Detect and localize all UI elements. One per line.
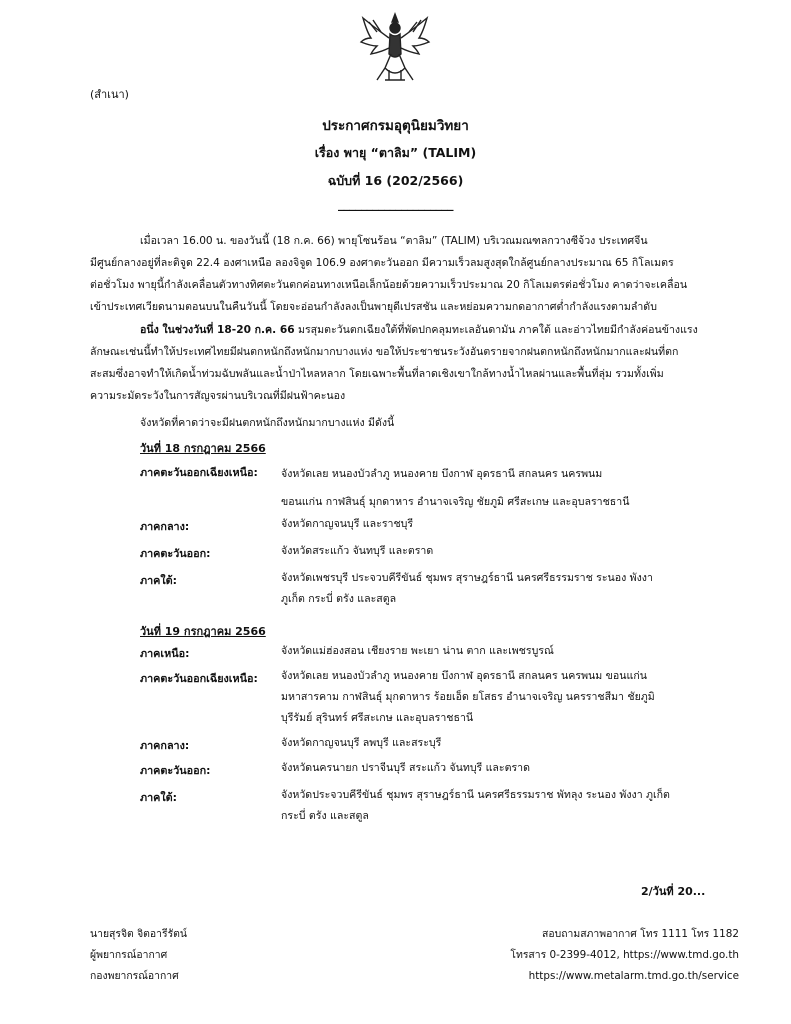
region-provinces — [281, 568, 653, 610]
footer-contact — [510, 924, 739, 987]
province-line: จังหวัดเลย หนองบัวลำภู หนองคาย บึงกาฬ อุดรธานี สกลนคร นครพนม ขอนแก่น — [281, 670, 647, 682]
paragraph-line: สะสมซึ่งอาจทำให้เกิดน้ำท่วมฉับพลันและน้ำป่าไหลหลาก โดยเฉพาะพื้นที่ลาดเชิงเขาใกล้ทางน้ำไหลผ่านและพื้นที่ลุ่ม รวมทั้งเพิ่ม — [90, 368, 664, 380]
paragraph-line: เมื่อเวลา 16.00 น. ของวันนี้ (18 ก.ค. 66) พายุโซนร้อน “ตาลิม” (TALIM) บริเวณมณฑลกวางซีจ้วง ประเทศจีน — [140, 235, 648, 247]
paragraph-bold-lead: อนึ่ง ในช่วงวันที่ 18-20 ก.ค. 66 — [140, 324, 295, 336]
footer-line: นายสุรจิต จิตอารีรัตน์ — [90, 928, 188, 940]
region-provinces — [281, 641, 554, 662]
region-provinces — [281, 758, 530, 779]
issue-number: ฉบับที่ 16 (202/2566) — [327, 173, 464, 188]
footer-line: สอบถามสภาพอากาศ โทร 1111 โทร 1182 — [542, 928, 739, 940]
province-line: จังหวัดนครนายก ปราจีนบุรี สระแก้ว จันทบุรี และตราด — [281, 762, 531, 774]
day2-date-heading: วันที่ 19 กรกฎาคม 2566 — [140, 625, 266, 638]
region-provinces — [281, 733, 441, 754]
region-label: ภาคตะวันออกเฉียงเหนือ: — [140, 672, 258, 685]
paragraph-line: ความระมัดระวังในการสัญจรผ่านบริเวณที่มีฝนฟ้าคะนอง — [90, 390, 346, 402]
footer-line: โทรสาร 0-2399-4012, https://www.tmd.go.th — [510, 949, 739, 961]
province-line: จังหวัดกาญจนบุรี และราชบุรี — [281, 518, 414, 530]
province-line: จังหวัดเลย หนองบัวลำภู หนองคาย บึงกาฬ อุดรธานี สกลนคร นครพนม — [281, 468, 603, 480]
province-line: จังหวัดสระแก้ว จันทบุรี และตราด — [281, 545, 434, 557]
region-provinces — [281, 785, 670, 827]
region-label: ภาคตะวันออกเฉียงเหนือ: — [140, 466, 258, 479]
region-label: ภาคตะวันออก: — [140, 547, 211, 560]
province-line: ภูเก็ต กระบี่ ตรัง และสตูล — [281, 593, 397, 605]
copy-label: (สำเนา) — [90, 88, 129, 101]
page-title: ประกาศกรมอุตุนิยมวิทยา — [322, 118, 469, 134]
region-label: ภาคกลาง: — [140, 739, 190, 752]
province-line: กระบี่ ตรัง และสตูล — [281, 810, 369, 822]
region-label: ภาคเหนือ: — [140, 647, 190, 660]
storm-paragraph — [90, 230, 710, 318]
region-provinces — [281, 514, 413, 535]
region-provinces — [281, 460, 629, 516]
region-label: ภาคใต้: — [140, 574, 178, 587]
region-provinces — [281, 666, 655, 729]
province-line: มหาสารคาม กาฬสินธุ์ มุกดาหาร ร้อยเอ็ด ยโสธร อำนาจเจริญ นครราชสีมา ชัยภูมิ — [281, 691, 655, 703]
paragraph-line: ต่อชั่วโมง พายุนี้กำลังเคลื่อนตัวทางทิศตะวันตกค่อนทางเหนือเล็กน้อยด้วยความเร็วประมาณ 20 กิโลเมตรต่อชั่วโมง คาดว่าจะเคลื่อน — [90, 279, 688, 291]
paragraph-line: มีศูนย์กลางอยู่ที่ละติจูด 22.4 องศาเหนือ ลองจิจูด 106.9 องศาตะวันออก มีความเร็วลมสูงสุดใกล้ศูนย์กลางประมาณ 65 กิโลเมตร — [90, 257, 674, 269]
province-line: จังหวัดแม่ฮ่องสอน เชียงราย พะเยา น่าน ตาก และเพชรบูรณ์ — [281, 645, 554, 657]
province-line: จังหวัดกาญจนบุรี ลพบุรี และสระบุรี — [281, 737, 442, 749]
footer-forecaster — [90, 924, 187, 987]
province-line: จังหวัดประจวบคีรีขันธ์ ชุมพร สุราษฎร์ธานี นครศรีธรรมราช พัทลุง ระนอง พังงา ภูเก็ต — [281, 789, 670, 801]
subject-line: เรื่อง พายุ “ตาลิม” (TALIM) — [314, 145, 477, 160]
region-provinces — [281, 541, 433, 562]
footer-line: https://www.metalarm.tmd.go.th/service — [528, 970, 739, 982]
paragraph-line — [90, 319, 710, 341]
province-line: บุรีรัมย์ สุรินทร์ ศรีสะเกษ และอุบลราชธานี — [281, 712, 474, 724]
footer-line: กองพยากรณ์อากาศ — [90, 970, 179, 982]
region-label: ภาคตะวันออก: — [140, 764, 211, 777]
region-label: ภาคใต้: — [140, 791, 178, 804]
footer-line: ผู้พยากรณ์อากาศ — [90, 949, 168, 961]
province-line: จังหวัดเพชรบุรี ประจวบคีรีขันธ์ ชุมพร สุราษฎร์ธานี นครศรีธรรมราช ระนอง พังงา — [281, 572, 653, 584]
paragraph-line-rest: มรสุมตะวันตกเฉียงใต้ที่พัดปกคลุมทะเลอันดามัน ภาคใต้ และอ่าวไทยมีกำลังค่อนข้างแรง — [294, 324, 698, 336]
paragraph-line: เข้าประเทศเวียดนามตอนบนในคืนวันนี้ โดยจะอ่อนกำลังลงเป็นพายุดีเปรสชัน และหย่อมความกดอากาศต่ำกำลังแรงตามลำดับ — [90, 301, 657, 313]
paragraph-line: ลักษณะเช่นนี้ทำให้ประเทศไทยมีฝนตกหนักถึงหนักมากบางแห่ง ขอให้ประชาชนระวังอันตรายจากฝนตกหนักถึงหนักมากและฝนที่ตก — [90, 346, 679, 358]
next-page-marker: 2/วันที่ 20... — [641, 885, 706, 898]
title-underline: ____________________ — [338, 196, 453, 211]
monsoon-paragraph — [90, 319, 710, 407]
garuda-emblem-icon — [355, 8, 435, 88]
province-line: ขอนแก่น กาฬสินธุ์ มุกดาหาร อำนาจเจริญ ชัยภูมิ ศรีสะเกษ และอุบลราชธานี — [281, 496, 630, 508]
provinces-intro: จังหวัดที่คาดว่าจะมีฝนตกหนักถึงหนักมากบางแห่ง มีดังนี้ — [140, 417, 395, 429]
region-label: ภาคกลาง: — [140, 520, 190, 533]
day1-date-heading: วันที่ 18 กรกฎาคม 2566 — [140, 442, 266, 455]
